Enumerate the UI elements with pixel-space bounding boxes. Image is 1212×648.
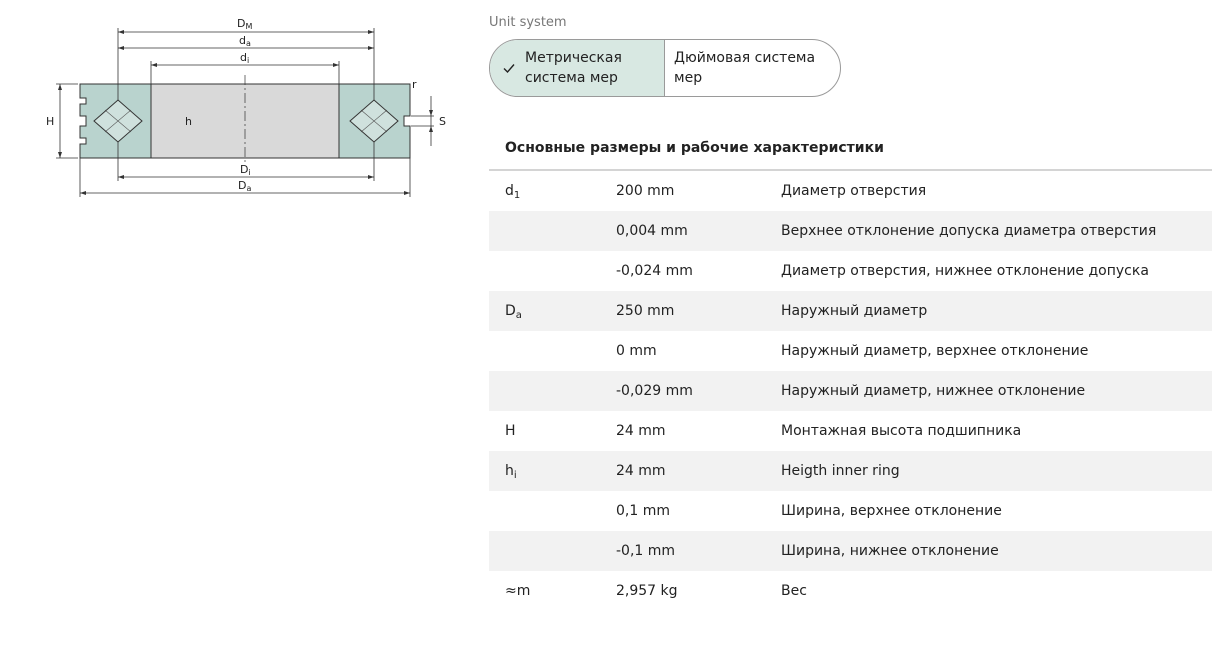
spec-symbol-main: D [505, 303, 516, 319]
spec-value: 250 mm [616, 303, 675, 319]
spec-value: 0,1 mm [616, 503, 670, 519]
spec-value: 24 mm [616, 463, 666, 479]
specs-title: Основные размеры и рабочие характеристики [505, 140, 884, 156]
spec-description: Верхнее отклонение допуска диаметра отверстия [781, 223, 1157, 239]
spec-description: Ширина, верхнее отклонение [781, 503, 1002, 519]
spec-symbol-sub: 1 [513, 190, 521, 201]
bearing-drawing [0, 0, 470, 230]
spec-description: Наружный диаметр, нижнее отклонение [781, 383, 1086, 399]
spec-value: 200 mm [616, 183, 675, 199]
spec-symbol-main: H [505, 423, 516, 439]
spec-symbol-main: ≈m [505, 583, 531, 599]
unit-option-imperial[interactable] [665, 40, 840, 96]
table-row [489, 171, 1212, 211]
table-row [489, 331, 1212, 371]
spec-description: Наружный диаметр [781, 303, 928, 319]
spec-symbol [489, 183, 616, 199]
spec-value: 0,004 mm [616, 223, 688, 239]
table-row [489, 291, 1212, 331]
table-row [489, 411, 1212, 451]
spec-symbol [489, 303, 616, 319]
spec-symbol-sub: i [513, 470, 517, 481]
spec-description: Вес [781, 583, 807, 599]
spec-value: -0,1 mm [616, 543, 676, 559]
table-row [489, 451, 1212, 491]
label-h: h [185, 115, 192, 128]
specs-table [489, 169, 1212, 611]
spec-value: -0,029 mm [616, 383, 693, 399]
table-row [489, 251, 1212, 291]
spec-description: Наружный диаметр, верхнее отклонение [781, 343, 1089, 359]
spec-description: Диаметр отверстия [781, 183, 927, 199]
spec-symbol-main: h [505, 463, 514, 479]
spec-value: 24 mm [616, 423, 666, 439]
spec-value: 0 mm [616, 343, 657, 359]
spec-symbol-main: d [505, 183, 514, 199]
spec-description: Диаметр отверстия, нижнее отклонение допуска [781, 263, 1149, 279]
label-S: S [439, 115, 446, 128]
spec-description: Heigth inner ring [781, 463, 900, 479]
spec-symbol [489, 423, 616, 439]
unit-system-toggle [489, 39, 841, 97]
label-r: r [412, 78, 417, 91]
table-row [489, 371, 1212, 411]
table-row [489, 491, 1212, 531]
check-icon [502, 61, 516, 75]
table-row [489, 211, 1212, 251]
spec-symbol [489, 463, 616, 479]
unit-option-metric-label: Метрическая система мер [525, 50, 622, 86]
unit-system-label: Unit system [489, 15, 567, 30]
spec-symbol [489, 583, 616, 599]
label-da: da [239, 34, 251, 48]
spec-description: Монтажная высота подшипника [781, 423, 1022, 439]
unit-option-metric[interactable] [490, 40, 665, 96]
label-DM: DM [237, 17, 253, 31]
label-Di: Di [240, 163, 251, 177]
spec-symbol-sub: a [515, 310, 522, 321]
table-row [489, 571, 1212, 611]
label-di: di [240, 51, 250, 65]
spec-description: Ширина, нижнее отклонение [781, 543, 999, 559]
label-H: H [46, 115, 55, 128]
table-row [489, 531, 1212, 571]
spec-value: 2,957 kg [616, 583, 678, 599]
label-Da: Da [238, 179, 252, 193]
spec-value: -0,024 mm [616, 263, 693, 279]
unit-option-imperial-label: Дюймовая система мер [674, 50, 816, 86]
